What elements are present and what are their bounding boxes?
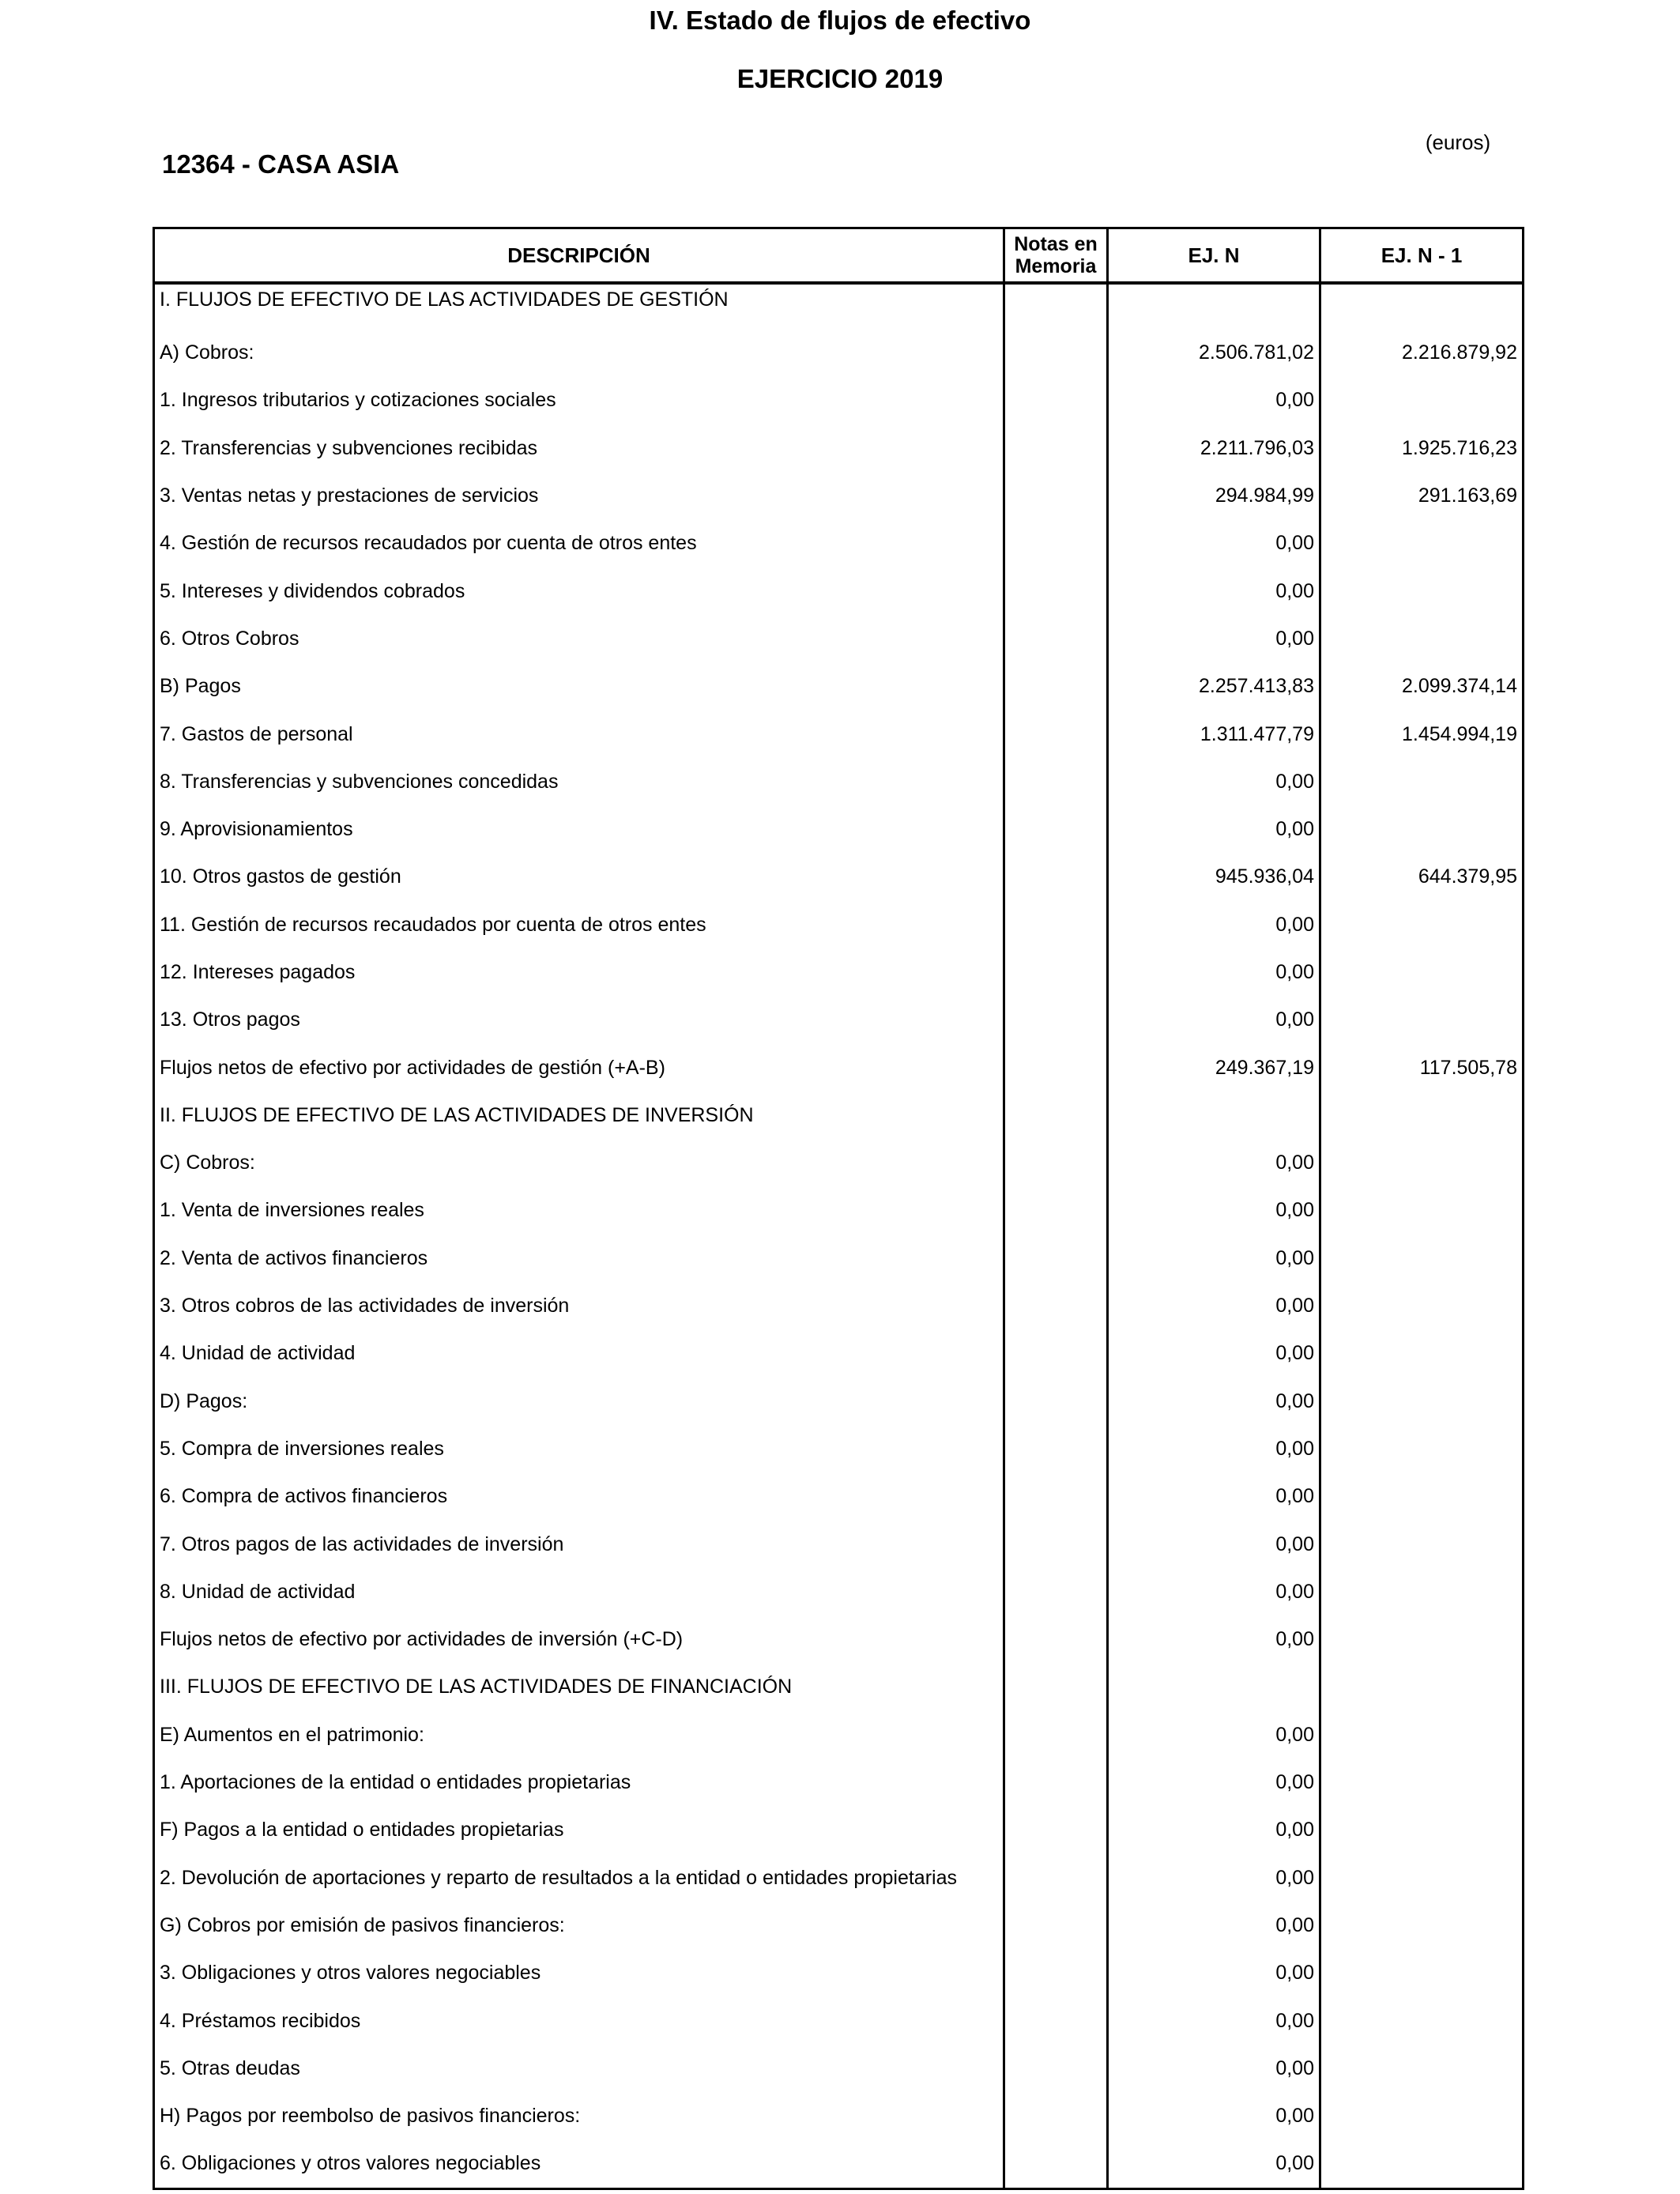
row-description: II. FLUJOS DE EFECTIVO DE LAS ACTIVIDADES DE INVERSIÓN: [154, 1091, 1004, 1139]
row-value-current-year: 0,00: [1108, 1235, 1320, 1282]
row-notes: [1004, 615, 1108, 662]
row-value-previous-year: 2.099.374,14: [1320, 662, 1524, 710]
exercise-year: EJERCICIO 2019: [736, 64, 944, 93]
row-description: 8. Transferencias y subvenciones concedidas: [154, 758, 1004, 805]
row-value-previous-year: [1320, 1329, 1524, 1377]
row-value-current-year: 0,00: [1108, 805, 1320, 853]
row-value-previous-year: [1320, 376, 1524, 424]
row-notes: [1004, 1329, 1108, 1377]
column-header-current-year: EJ. N: [1108, 228, 1320, 284]
row-description: III. FLUJOS DE EFECTIVO DE LAS ACTIVIDADES DE FINANCIACIÓN: [154, 1663, 1004, 1710]
row-value-current-year: [1108, 1091, 1320, 1139]
row-notes: [1004, 1378, 1108, 1425]
row-value-previous-year: [1320, 1854, 1524, 1902]
table-row: [154, 1806, 1524, 1853]
row-notes: [1004, 1520, 1108, 1567]
table-body: [154, 283, 1524, 2188]
table-row: [154, 1663, 1524, 1710]
row-notes: [1004, 376, 1108, 424]
table-row: [154, 1520, 1524, 1567]
notes-header-line-1: Notas en: [1014, 233, 1098, 255]
row-value-previous-year: [1320, 805, 1524, 853]
row-value-current-year: 0,00: [1108, 1139, 1320, 1186]
row-description: 6. Obligaciones y otros valores negociables: [154, 2139, 1004, 2188]
row-value-current-year: 0,00: [1108, 1854, 1320, 1902]
notes-header-line-2: Memoria: [1015, 255, 1097, 277]
row-notes: [1004, 996, 1108, 1043]
row-value-current-year: 0,00: [1108, 2045, 1320, 2092]
row-value-previous-year: [1320, 2092, 1524, 2139]
table-row: [154, 1329, 1524, 1377]
row-value-current-year: 0,00: [1108, 2139, 1320, 2188]
row-value-current-year: 0,00: [1108, 519, 1320, 567]
currency-units: (euros): [1425, 130, 1491, 154]
row-description: D) Pagos:: [154, 1378, 1004, 1425]
table-row: [154, 710, 1524, 757]
row-value-previous-year: [1320, 1425, 1524, 1472]
row-description: C) Cobros:: [154, 1139, 1004, 1186]
row-value-previous-year: [1320, 901, 1524, 948]
row-value-current-year: 0,00: [1108, 1378, 1320, 1425]
row-value-current-year: 0,00: [1108, 2092, 1320, 2139]
row-description: 7. Otros pagos de las actividades de inversión: [154, 1520, 1004, 1567]
row-value-current-year: 249.367,19: [1108, 1043, 1320, 1091]
table-row: [154, 567, 1524, 614]
row-notes: [1004, 662, 1108, 710]
row-notes: [1004, 567, 1108, 614]
table-row: [154, 662, 1524, 710]
table-row: [154, 996, 1524, 1043]
row-value-previous-year: 291.163,69: [1320, 472, 1524, 519]
column-header-description: DESCRIPCIÓN: [154, 228, 1004, 284]
row-description: 4. Gestión de recursos recaudados por cuenta de otros entes: [154, 519, 1004, 567]
row-value-current-year: 0,00: [1108, 1186, 1320, 1234]
row-value-current-year: 2.257.413,83: [1108, 662, 1320, 710]
row-description: 5. Intereses y dividendos cobrados: [154, 567, 1004, 614]
row-notes: [1004, 1139, 1108, 1186]
row-value-previous-year: [1320, 2139, 1524, 2188]
row-value-current-year: 0,00: [1108, 1425, 1320, 1472]
row-description: 3. Ventas netas y prestaciones de servicios: [154, 472, 1004, 519]
row-notes: [1004, 1043, 1108, 1091]
row-notes: [1004, 948, 1108, 996]
row-value-previous-year: [1320, 567, 1524, 614]
row-value-previous-year: [1320, 1615, 1524, 1663]
row-notes: [1004, 2092, 1108, 2139]
row-value-previous-year: [1320, 615, 1524, 662]
row-description: 4. Unidad de actividad: [154, 1329, 1004, 1377]
row-notes: [1004, 1615, 1108, 1663]
row-description: Flujos netos de efectivo por actividades de gestión (+A-B): [154, 1043, 1004, 1091]
row-description: F) Pagos a la entidad o entidades propietarias: [154, 1806, 1004, 1853]
row-value-current-year: 2.506.781,02: [1108, 329, 1320, 376]
row-value-previous-year: [1320, 1996, 1524, 2044]
row-description: 3. Otros cobros de las actividades de inversión: [154, 1282, 1004, 1329]
table-row: [154, 1949, 1524, 1996]
row-value-current-year: 0,00: [1108, 1329, 1320, 1377]
row-value-current-year: 0,00: [1108, 948, 1320, 996]
row-value-previous-year: [1320, 519, 1524, 567]
table-row: [154, 2045, 1524, 2092]
table-row: [154, 1425, 1524, 1472]
row-notes: [1004, 853, 1108, 900]
row-description: 2. Devolución de aportaciones y reparto de resultados a la entidad o entidades propietarias: [154, 1854, 1004, 1902]
row-notes: [1004, 1235, 1108, 1282]
table-row: [154, 1186, 1524, 1234]
row-description: 1. Venta de inversiones reales: [154, 1186, 1004, 1234]
table-row: [154, 901, 1524, 948]
row-value-previous-year: [1320, 1663, 1524, 1710]
row-notes: [1004, 472, 1108, 519]
row-description: 8. Unidad de actividad: [154, 1568, 1004, 1615]
row-value-current-year: 0,00: [1108, 1806, 1320, 1853]
row-value-current-year: 0,00: [1108, 1282, 1320, 1329]
table-row: [154, 805, 1524, 853]
row-notes: [1004, 1472, 1108, 1520]
row-value-previous-year: [1320, 1091, 1524, 1139]
row-value-current-year: 0,00: [1108, 1711, 1320, 1759]
row-value-current-year: 0,00: [1108, 901, 1320, 948]
row-notes: [1004, 2139, 1108, 2188]
table-row: [154, 948, 1524, 996]
row-description: 6. Compra de activos financieros: [154, 1472, 1004, 1520]
row-notes: [1004, 519, 1108, 567]
row-notes: [1004, 1854, 1108, 1902]
row-value-previous-year: [1320, 1711, 1524, 1759]
row-value-current-year: [1108, 1663, 1320, 1710]
row-description: I. FLUJOS DE EFECTIVO DE LAS ACTIVIDADES DE GESTIÓN: [154, 283, 1004, 329]
row-notes: [1004, 758, 1108, 805]
row-notes: [1004, 710, 1108, 757]
row-description: 10. Otros gastos de gestión: [154, 853, 1004, 900]
table-row: [154, 1996, 1524, 2044]
row-notes: [1004, 1711, 1108, 1759]
row-value-current-year: 0,00: [1108, 376, 1320, 424]
row-description: G) Cobros por emisión de pasivos financieros:: [154, 1902, 1004, 1949]
row-value-current-year: 0,00: [1108, 1615, 1320, 1663]
row-value-previous-year: [1320, 996, 1524, 1043]
document-title: IV. Estado de flujos de efectivo: [649, 6, 1031, 35]
row-description: 9. Aprovisionamientos: [154, 805, 1004, 853]
row-description: 13. Otros pagos: [154, 996, 1004, 1043]
row-value-previous-year: 117.505,78: [1320, 1043, 1524, 1091]
table-row: [154, 1902, 1524, 1949]
row-value-previous-year: 2.216.879,92: [1320, 329, 1524, 376]
row-notes: [1004, 1425, 1108, 1472]
column-header-previous-year: EJ. N - 1: [1320, 228, 1524, 284]
table-row: [154, 1854, 1524, 1902]
row-value-current-year: 0,00: [1108, 1996, 1320, 2044]
entity-name: 12364 - CASA ASIA: [162, 149, 400, 179]
table-row: [154, 472, 1524, 519]
table-row: [154, 376, 1524, 424]
table-row: [154, 1235, 1524, 1282]
row-notes: [1004, 805, 1108, 853]
row-description: 6. Otros Cobros: [154, 615, 1004, 662]
table-header-row: [154, 228, 1524, 284]
row-description: 11. Gestión de recursos recaudados por cuenta de otros entes: [154, 901, 1004, 948]
table-row: [154, 519, 1524, 567]
row-value-previous-year: [1320, 1949, 1524, 1996]
table-row: [154, 1139, 1524, 1186]
row-value-previous-year: [1320, 758, 1524, 805]
table-row: [154, 1711, 1524, 1759]
row-notes: [1004, 1759, 1108, 1806]
row-description: 12. Intereses pagados: [154, 948, 1004, 996]
cash-flow-table: [153, 227, 1524, 2190]
table-row: [154, 283, 1524, 329]
row-notes: [1004, 1806, 1108, 1853]
row-notes: [1004, 283, 1108, 329]
table-row: [154, 1759, 1524, 1806]
row-value-previous-year: [1320, 1378, 1524, 1425]
row-value-current-year: [1108, 283, 1320, 329]
row-notes: [1004, 1663, 1108, 1710]
row-description: A) Cobros:: [154, 329, 1004, 376]
row-description: H) Pagos por reembolso de pasivos financieros:: [154, 2092, 1004, 2139]
row-notes: [1004, 424, 1108, 472]
row-notes: [1004, 1568, 1108, 1615]
row-notes: [1004, 2045, 1108, 2092]
row-notes: [1004, 1996, 1108, 2044]
row-value-previous-year: [1320, 1186, 1524, 1234]
row-notes: [1004, 1902, 1108, 1949]
table-row: [154, 1568, 1524, 1615]
row-value-previous-year: [1320, 1139, 1524, 1186]
row-description: E) Aumentos en el patrimonio:: [154, 1711, 1004, 1759]
row-value-current-year: 0,00: [1108, 1472, 1320, 1520]
table-row: [154, 2092, 1524, 2139]
row-value-current-year: 0,00: [1108, 1568, 1320, 1615]
row-value-current-year: 0,00: [1108, 1520, 1320, 1567]
row-value-previous-year: [1320, 1520, 1524, 1567]
row-value-previous-year: [1320, 2045, 1524, 2092]
table-row: [154, 615, 1524, 662]
row-value-previous-year: [1320, 1282, 1524, 1329]
row-notes: [1004, 1282, 1108, 1329]
row-value-current-year: 945.936,04: [1108, 853, 1320, 900]
row-value-previous-year: 644.379,95: [1320, 853, 1524, 900]
column-header-notes: [1004, 228, 1108, 284]
row-value-current-year: 0,00: [1108, 1902, 1320, 1949]
row-description: 1. Ingresos tributarios y cotizaciones sociales: [154, 376, 1004, 424]
row-value-previous-year: [1320, 1902, 1524, 1949]
table-row: [154, 1282, 1524, 1329]
table-row: [154, 329, 1524, 376]
row-value-current-year: 1.311.477,79: [1108, 710, 1320, 757]
row-value-previous-year: [1320, 1806, 1524, 1853]
table-row: [154, 758, 1524, 805]
row-value-current-year: 0,00: [1108, 567, 1320, 614]
table-row: [154, 1378, 1524, 1425]
row-description: 3. Obligaciones y otros valores negociables: [154, 1949, 1004, 1996]
row-description: 2. Transferencias y subvenciones recibidas: [154, 424, 1004, 472]
table-row: [154, 853, 1524, 900]
row-description: 2. Venta de activos financieros: [154, 1235, 1004, 1282]
table-row: [154, 2139, 1524, 2188]
row-value-current-year: 2.211.796,03: [1108, 424, 1320, 472]
row-value-previous-year: [1320, 283, 1524, 329]
row-value-current-year: 294.984,99: [1108, 472, 1320, 519]
row-description: 5. Otras deudas: [154, 2045, 1004, 2092]
row-value-previous-year: 1.454.994,19: [1320, 710, 1524, 757]
table-row: [154, 1615, 1524, 1663]
row-value-current-year: 0,00: [1108, 996, 1320, 1043]
row-value-previous-year: 1.925.716,23: [1320, 424, 1524, 472]
row-value-current-year: 0,00: [1108, 615, 1320, 662]
row-description: 5. Compra de inversiones reales: [154, 1425, 1004, 1472]
table-row: [154, 1043, 1524, 1091]
row-description: 4. Préstamos recibidos: [154, 1996, 1004, 2044]
row-value-previous-year: [1320, 1235, 1524, 1282]
row-value-current-year: 0,00: [1108, 758, 1320, 805]
table-row: [154, 1472, 1524, 1520]
row-value-previous-year: [1320, 1568, 1524, 1615]
row-value-previous-year: [1320, 948, 1524, 996]
table-row: [154, 1091, 1524, 1139]
row-notes: [1004, 901, 1108, 948]
row-notes: [1004, 329, 1108, 376]
row-description: Flujos netos de efectivo por actividades de inversión (+C-D): [154, 1615, 1004, 1663]
row-description: B) Pagos: [154, 662, 1004, 710]
row-value-current-year: 0,00: [1108, 1949, 1320, 1996]
row-value-previous-year: [1320, 1759, 1524, 1806]
table-row: [154, 424, 1524, 472]
row-description: 7. Gastos de personal: [154, 710, 1004, 757]
row-notes: [1004, 1091, 1108, 1139]
row-notes: [1004, 1186, 1108, 1234]
row-value-previous-year: [1320, 1472, 1524, 1520]
row-value-current-year: 0,00: [1108, 1759, 1320, 1806]
row-description: 1. Aportaciones de la entidad o entidades propietarias: [154, 1759, 1004, 1806]
row-notes: [1004, 1949, 1108, 1996]
